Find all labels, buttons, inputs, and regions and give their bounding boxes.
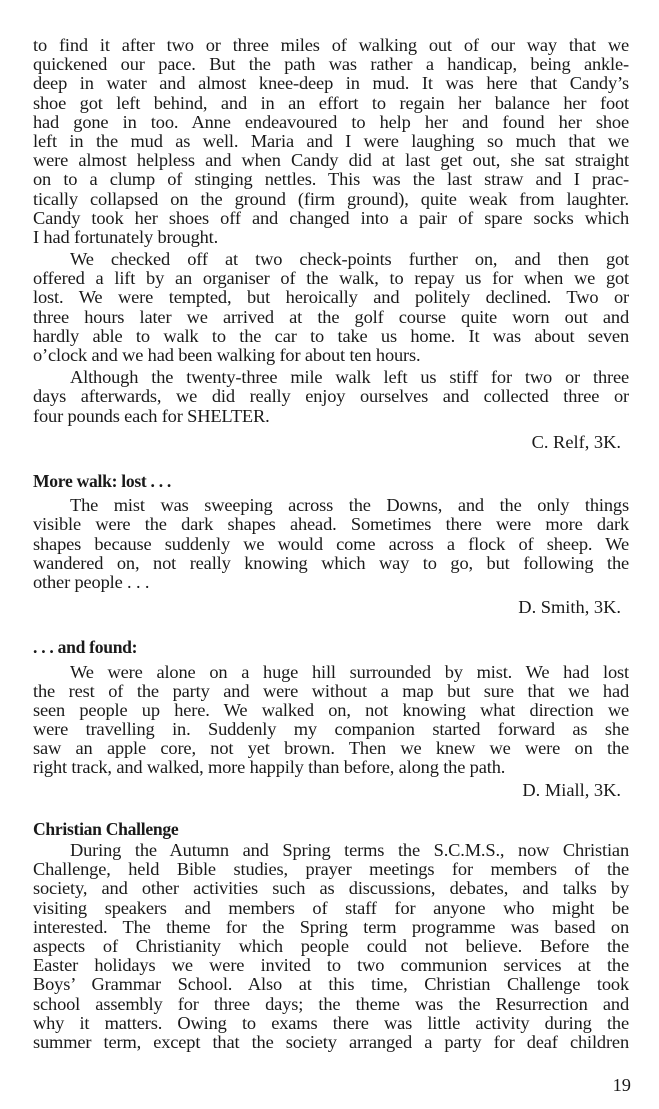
- text-line: shapes because suddenly we would come across a flock of sheep. We: [33, 533, 629, 554]
- paragraph-shelter: [33, 368, 629, 426]
- text-line: I had fortunately brought.: [33, 226, 219, 247]
- text-line: seen people up here. We walked on, not knowing what direction we: [33, 699, 629, 720]
- paragraph-christian-challenge: [33, 841, 629, 1052]
- text-line: The mist was sweeping across the Downs, and the only things: [70, 495, 629, 516]
- text-line: on to a clump of stinging nettles. This was the last straw and I prac-: [33, 169, 629, 190]
- text-line: the rest of the party and were without a map but sure that we had: [33, 680, 629, 701]
- text-line: wandered on, not really knowing which way to go, but following the: [33, 552, 629, 573]
- text-line: Candy took her shoes off and changed into a pair of spare socks which: [33, 207, 629, 228]
- text-line: hardly able to walk to the car to take us home. It was about seven: [33, 325, 629, 346]
- text-line: summer term, except that the society arranged a party for deaf children: [33, 1031, 629, 1052]
- section-heading-found: . . . and found:: [33, 637, 138, 658]
- text-line: Challenge, held Bible studies, prayer meetings for members of the: [33, 859, 629, 880]
- text-line: During the Autumn and Spring terms the S.C.M.S., now Christian: [70, 840, 629, 861]
- text-line: right track, and walked, more happily than before, along the path.: [33, 757, 506, 778]
- text-line: We checked off at two check-points further on, and then got: [70, 249, 629, 270]
- page-number: 19: [612, 1075, 631, 1095]
- text-line: We were alone on a huge hill surrounded by mist. We had lost: [70, 661, 629, 682]
- text-line: shoe got left behind, and in an effort to regain her balance her foot: [33, 92, 629, 113]
- document-page: [33, 36, 629, 1052]
- text-line: aspects of Christianity which people could not believe. Before the: [33, 935, 629, 956]
- text-line: left in the mud as well. Maria and I were laughing so much that we: [33, 130, 629, 151]
- text-line: were almost helpless and when Candy did at last get out, she sat straight: [33, 150, 629, 171]
- text-line: o’clock and we had been walking for about ten hours.: [33, 345, 421, 365]
- text-line: three hours later we arrived at the golf course quite worn out and: [33, 306, 629, 327]
- text-line: why it matters. Owing to exams there was little activity during the: [33, 1012, 629, 1033]
- paragraph-intro: [33, 36, 629, 247]
- text-line: Easter holidays we were invited to two communion services at the: [33, 955, 629, 976]
- text-line: to find it after two or three miles of walking out of our way that we: [33, 35, 629, 55]
- paragraph-found: [33, 663, 629, 778]
- text-line: four pounds each for SHELTER.: [33, 405, 270, 426]
- text-line: Although the twenty-three mile walk left us stiff for two or three: [70, 367, 629, 388]
- text-line: deep in water and almost knee-deep in mud. It was here that Candy’s: [33, 73, 629, 94]
- text-line: had gone in too. Anne endeavoured to help her and found her shoe: [33, 111, 629, 132]
- author-signature: C. Relf, 3K.: [531, 431, 621, 452]
- text-line: saw an apple core, not yet brown. Then we knew we were on the: [33, 738, 629, 759]
- paragraph-lost: [33, 496, 629, 592]
- section-heading-lost: More walk: lost . . .: [33, 470, 172, 491]
- author-signature: D. Miall, 3K.: [522, 779, 621, 800]
- text-line: quickened our pace. But the path was rather a handicap, being ankle-: [33, 54, 629, 75]
- text-line: offered a lift by an organiser of the walk, to repay us for when we got: [33, 268, 629, 289]
- text-line: visiting speakers and members of staff for anyone who might be: [33, 897, 629, 918]
- text-line: Boys’ Grammar School. Also at this time, Christian Challenge took: [33, 974, 629, 995]
- paragraph-checkpoints: [33, 250, 629, 365]
- text-line: lost. We were tempted, but heroically and politely declined. Two or: [33, 287, 629, 308]
- text-line: school assembly for three days; the theme was the Resurrection and: [33, 993, 629, 1014]
- author-signature: D. Smith, 3K.: [518, 597, 621, 618]
- text-line: days afterwards, we did really enjoy ourselves and collected three or: [33, 386, 629, 407]
- text-line: interested. The theme for the Spring term programme was based on: [33, 916, 629, 937]
- text-line: tically collapsed on the ground (firm ground), quite weak from laughter.: [33, 188, 629, 209]
- section-heading-christian-challenge: Christian Challenge: [33, 818, 179, 839]
- text-line: other people . . .: [33, 571, 150, 592]
- text-line: were travelling in. Suddenly my companion started forward as she: [33, 719, 629, 740]
- text-line: visible were the dark shapes ahead. Sometimes there were more dark: [33, 514, 629, 535]
- text-line: society, and other activities such as discussions, debates, and talks by: [33, 878, 629, 899]
